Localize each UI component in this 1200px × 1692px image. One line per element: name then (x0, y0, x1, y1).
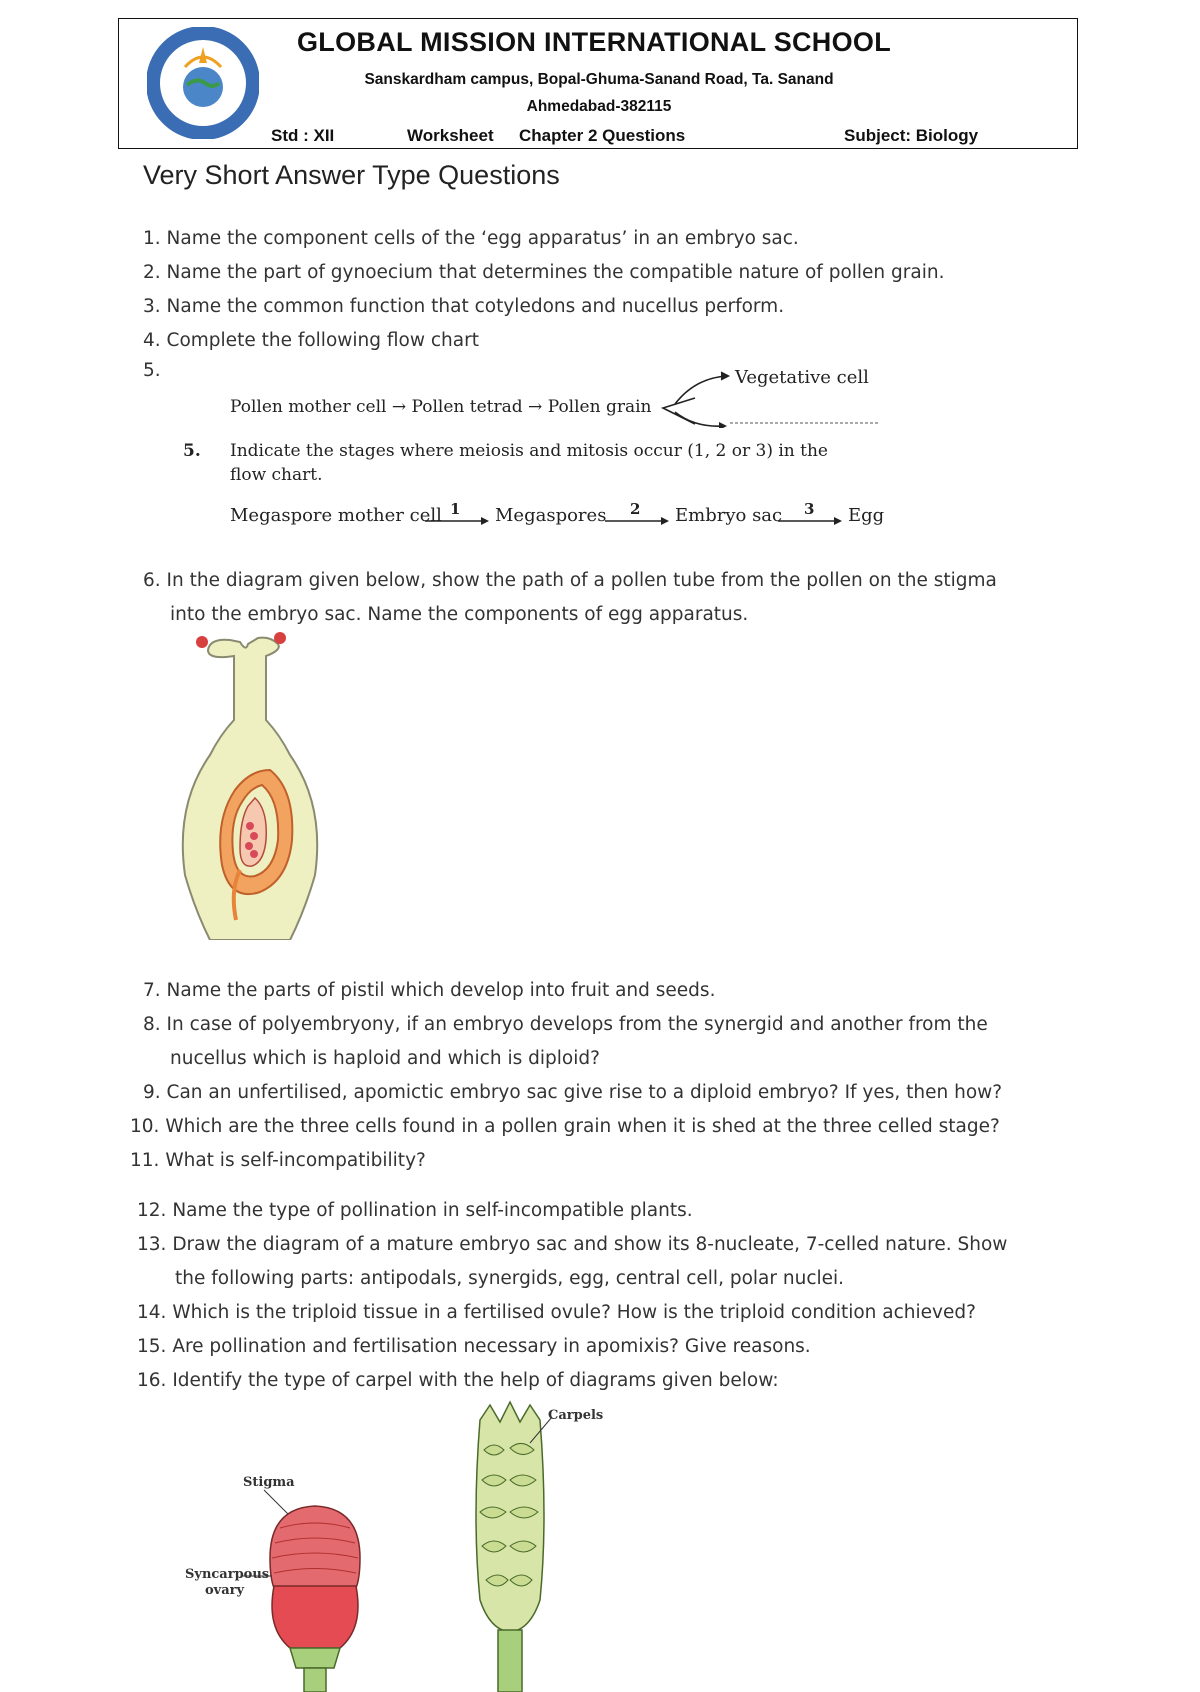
flowchart-1-sequence: Pollen mother cell → Pollen tetrad → Pollen grain (230, 397, 652, 417)
question-3: 3. Name the common function that cotyledons and nucellus perform. (143, 296, 785, 317)
syncarpous-label-2: ovary (205, 1583, 245, 1598)
worksheet-header (118, 18, 1078, 149)
address-line-1: Sanskardham campus, Bopal-Ghuma-Sanand Road, Ta. Sanand (364, 71, 834, 88)
flowchart-2-label-3: 3 (804, 500, 815, 518)
question-10: 10. Which are the three cells found in a pollen grain when it is shed at the three celled stage? (130, 1116, 1000, 1137)
question-5b-line-2: flow chart. (230, 465, 323, 485)
question-16: 16. Identify the type of carpel with the help of diagrams given below: (137, 1370, 779, 1391)
address-line-2: Ahmedabad-382115 (526, 98, 672, 115)
question-14: 14. Which is the triploid tissue in a fertilised ovule? How is the triploid condition achieved? (137, 1302, 976, 1323)
question-5b-line-1: Indicate the stages where meiosis and mitosis occur (1, 2 or 3) in the (230, 441, 828, 461)
question-12: 12. Name the type of pollination in self-incompatible plants. (137, 1200, 693, 1221)
pistil-diagram (170, 630, 330, 940)
flowchart-2-arrow-1 (425, 515, 495, 527)
question-11: 11. What is self-incompatibility? (130, 1150, 426, 1171)
question-2: 2. Name the part of gynoecium that determines the compatible nature of pollen grain. (143, 262, 945, 283)
flowchart-2-arrow-3 (778, 515, 848, 527)
question-9: 9. Can an unfertilised, apomictic embryo sac give rise to a diploid embryo? If yes, then how? (143, 1082, 1003, 1103)
subject-label: Subject: Biology (844, 126, 979, 145)
flowchart-branch-top: Vegetative cell (735, 367, 869, 388)
flowchart-2-label-2: 2 (630, 500, 641, 518)
question-4: 4. Complete the following flow chart (143, 330, 479, 351)
question-5b-number: 5. (183, 441, 201, 461)
question-1: 1. Name the component cells of the ‘egg apparatus’ in an embryo sac. (143, 228, 799, 249)
school-name: GLOBAL MISSION INTERNATIONAL SCHOOL (297, 27, 892, 57)
flowchart-2-step-2: Megaspores (495, 505, 607, 526)
flowchart-2-step-3: Embryo sac (675, 505, 783, 526)
question-15: 15. Are pollination and fertilisation necessary in apomixis? Give reasons. (137, 1336, 811, 1357)
flowchart-2-label-1: 1 (450, 500, 461, 518)
question-13-line-1: 13. Draw the diagram of a mature embryo sac and show its 8-nucleate, 7-celled nature. Show (137, 1234, 1008, 1255)
question-8-line-1: 8. In case of polyembryony, if an embryo develops from the synergid and another from the (143, 1014, 988, 1035)
flowchart-2-arrow-2 (605, 515, 675, 527)
question-13-line-2: the following parts: antipodals, synergids, egg, central cell, polar nuclei. (175, 1268, 845, 1289)
flowchart-2-step-4: Egg (848, 505, 885, 526)
flowchart-2-step-1: Megaspore mother cell (230, 505, 442, 526)
std-label: Std : XII (271, 126, 335, 145)
flowchart-branch-arrows (655, 368, 745, 428)
worksheet-label: Worksheet (407, 126, 494, 145)
chapter-label: Chapter 2 Questions (519, 126, 686, 145)
section-heading: Very Short Answer Type Questions (143, 160, 560, 190)
question-6-line-2: into the embryo sac. Name the components of egg apparatus. (170, 604, 749, 625)
flowchart-blank-line (730, 420, 880, 426)
question-8-line-2: nucellus which is haploid and which is diploid? (170, 1048, 600, 1069)
question-6-line-1: 6. In the diagram given below, show the path of a pollen tube from the pollen on the stigma (143, 570, 997, 591)
syncarpous-ovary-diagram (260, 1498, 370, 1692)
stigma-label: Stigma (243, 1475, 295, 1490)
question-5-number: 5. (143, 360, 161, 381)
carpels-label: Carpels (548, 1408, 604, 1423)
syncarpous-label-1: Syncarpous (185, 1567, 270, 1582)
stigma-pointer-line (262, 1488, 292, 1518)
question-7: 7. Name the parts of pistil which develop into fruit and seeds. (143, 980, 716, 1001)
